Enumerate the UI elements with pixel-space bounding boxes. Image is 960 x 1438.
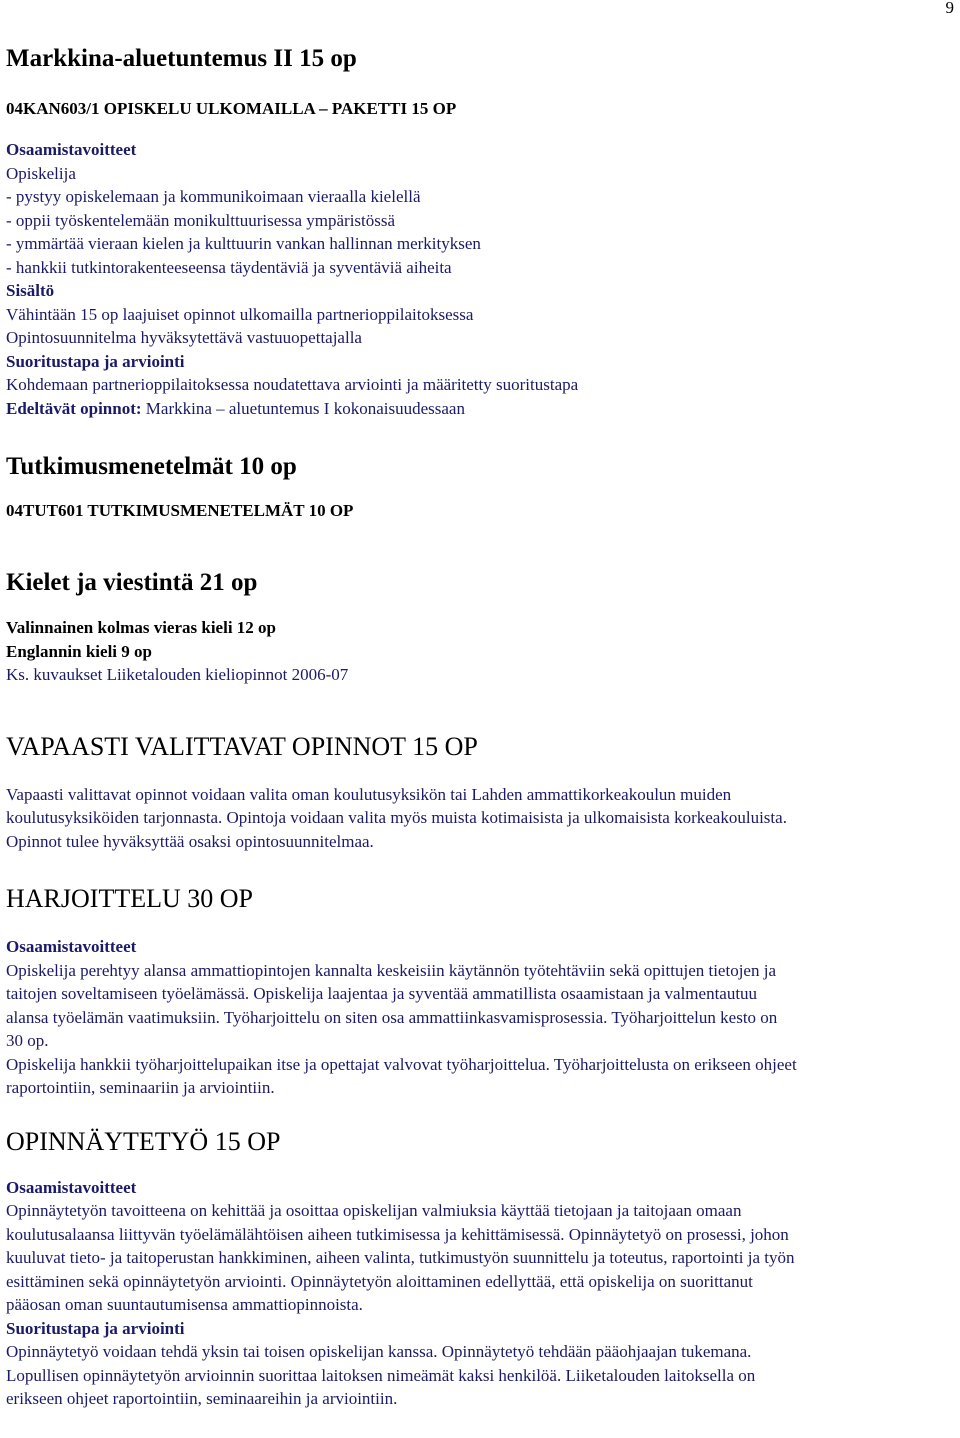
opinnaytetyo-outcome-line: Opinnäytetyön tavoitteena on kehittää ja osoittaa opiskelijan valmiuksia käyttää tietojaan ja taitojaan omaan xyxy=(6,1201,742,1220)
harjoittelu-line: raportointiin, seminaariin ja arviointiin. xyxy=(6,1078,275,1097)
harjoittelu-line: taitojen soveltamiseen työelämässä. Opiskelija laajentaa ja syventää ammatillista osaamistaan ja valmentautuu xyxy=(6,984,758,1003)
vapaasti-line: Vapaasti valittavat opinnot voidaan valita oman koulutusyksikön tai Lahden ammattikorkeakoulun muiden xyxy=(6,784,732,804)
outcome-item: - hankkii tutkintorakenteeseensa täydentäviä ja syventäviä aiheita xyxy=(6,257,452,277)
outcome-item: - oppii työskentelemään monikulttuurisessa ympäristössä xyxy=(6,210,396,230)
opinnaytetyo-assessment-line: erikseen ohjeet raportointiin, seminaareihin ja arviointiin. xyxy=(6,1389,398,1408)
prerequisites-text: Markkina – aluetuntemus I kokonaisuudessaan xyxy=(141,398,465,418)
assessment-label: Suoritustapa ja arviointi xyxy=(6,1318,185,1338)
course-code-opiskelu-ulkomailla: 04KAN603/1 OPISKELU ULKOMAILLA – PAKETTI 15 OP xyxy=(6,99,457,118)
vapaasti-line: Opinnot tulee hyväksyttää osaksi opintosuunnitelmaa. xyxy=(6,831,374,851)
outcomes-lead: Opiskelija xyxy=(6,163,76,183)
opinnaytetyo-assessment-line: Lopullisen opinnäytetyön arvioinnin suorittaa laitoksen nimeämät kaksi henkilöä. Liiketalouden laitoksella on xyxy=(6,1365,756,1385)
assessment-text: Kohdemaan partnerioppilaitoksessa noudatettava arviointi ja määritetty suoritustapa xyxy=(6,375,579,394)
opinnaytetyo-outcome-line: koulutusalaansa liittyvän työelämälähtöisen aiheen tutkimisessa ja kehittämisessä. Opinnäytetyö on prosessi, johon xyxy=(6,1224,789,1244)
prerequisites-label: Edeltävät opinnot: xyxy=(6,398,142,418)
section-title-tutkimusmenetelmat: Tutkimusmenetelmät 10 op xyxy=(6,453,297,480)
section-title-harjoittelu: HARJOITTELU 30 OP xyxy=(6,884,253,913)
english-language-line: Englannin kieli 9 op xyxy=(6,641,152,661)
content-line: Vähintään 15 op laajuiset opinnot ulkomailla partnerioppilaitoksessa xyxy=(6,304,474,324)
section-title-opinnaytetyo: OPINNÄYTETYÖ 15 OP xyxy=(6,1126,281,1156)
opinnaytetyo-outcome-line: kuuluvat tieto- ja taitoperustan hankkiminen, aiheen valinta, tutkimustyön suunnittelu ja toteutus, raportointi ja työn xyxy=(6,1248,795,1267)
language-reference: Ks. kuvaukset Liiketalouden kieliopinnot 2006-07 xyxy=(6,665,349,684)
section-title-kielet: Kielet ja viestintä 21 op xyxy=(6,569,258,596)
outcome-item: - pystyy opiskelemaan ja kommunikoimaan vieraalla kielellä xyxy=(6,187,421,206)
document-body xyxy=(6,42,954,1411)
outcome-item: - ymmärtää vieraan kielen ja kulttuurin vankan hallinnan merkityksen xyxy=(6,234,481,253)
vapaasti-line: koulutusyksiköiden tarjonnasta. Opintoja voidaan valita myös muista kotimaisista ja ulkomaisista korkeakouluista. xyxy=(6,808,787,827)
section-title-markkina: Markkina-aluetuntemus II 15 op xyxy=(6,45,357,72)
content-line: Opintosuunnitelma hyväksytettävä vastuuopettajalla xyxy=(6,328,362,347)
outcomes-label: Osaamistavoitteet xyxy=(6,140,137,159)
harjoittelu-line: Opiskelija hankkii työharjoittelupaikan itse ja opettajat valvovat työharjoittelua. Työharjoittelusta on erikseen ohjeet xyxy=(6,1054,797,1074)
optional-language-line: Valinnainen kolmas vieras kieli 12 op xyxy=(6,618,277,637)
page-number: 9 xyxy=(945,0,954,17)
harjoittelu-line: alansa työelämän vaatimuksiin. Työharjoittelu on siten osa ammattiinkasvamisprosessia. Työharjoittelun kesto on xyxy=(6,1007,778,1027)
section-title-vapaasti: VAPAASTI VALITTAVAT OPINNOT 15 OP xyxy=(6,731,478,761)
opinnaytetyo-outcome-line: pääosan oman suuntautumisensa ammattiopinnoista. xyxy=(6,1295,363,1314)
outcomes-label: Osaamistavoitteet xyxy=(6,1177,137,1197)
course-code-tutkimusmenetelmat: 04TUT601 TUTKIMUSMENETELMÄT 10 OP xyxy=(6,501,354,520)
prerequisites xyxy=(6,397,954,421)
opinnaytetyo-outcome-line: esittäminen sekä opinnäytetyön arviointi. Opinnäytetyön aloittaminen edellyttää, että opiskelija on suorittanut xyxy=(6,1271,753,1291)
opinnaytetyo-assessment-line: Opinnäytetyö voidaan tehdä yksin tai toisen opiskelijan kanssa. Opinnäytetyö tehdään pääohjaajan tukemana. xyxy=(6,1342,752,1361)
content-label: Sisältö xyxy=(6,281,55,300)
assessment-label: Suoritustapa ja arviointi xyxy=(6,351,185,371)
harjoittelu-line: Opiskelija perehtyy alansa ammattiopintojen kannalta keskeisiin käytännön työtehtäviin sekä opittujen tietojen ja xyxy=(6,960,776,980)
harjoittelu-line: 30 op. xyxy=(6,1031,49,1050)
outcomes-label: Osaamistavoitteet xyxy=(6,937,137,956)
